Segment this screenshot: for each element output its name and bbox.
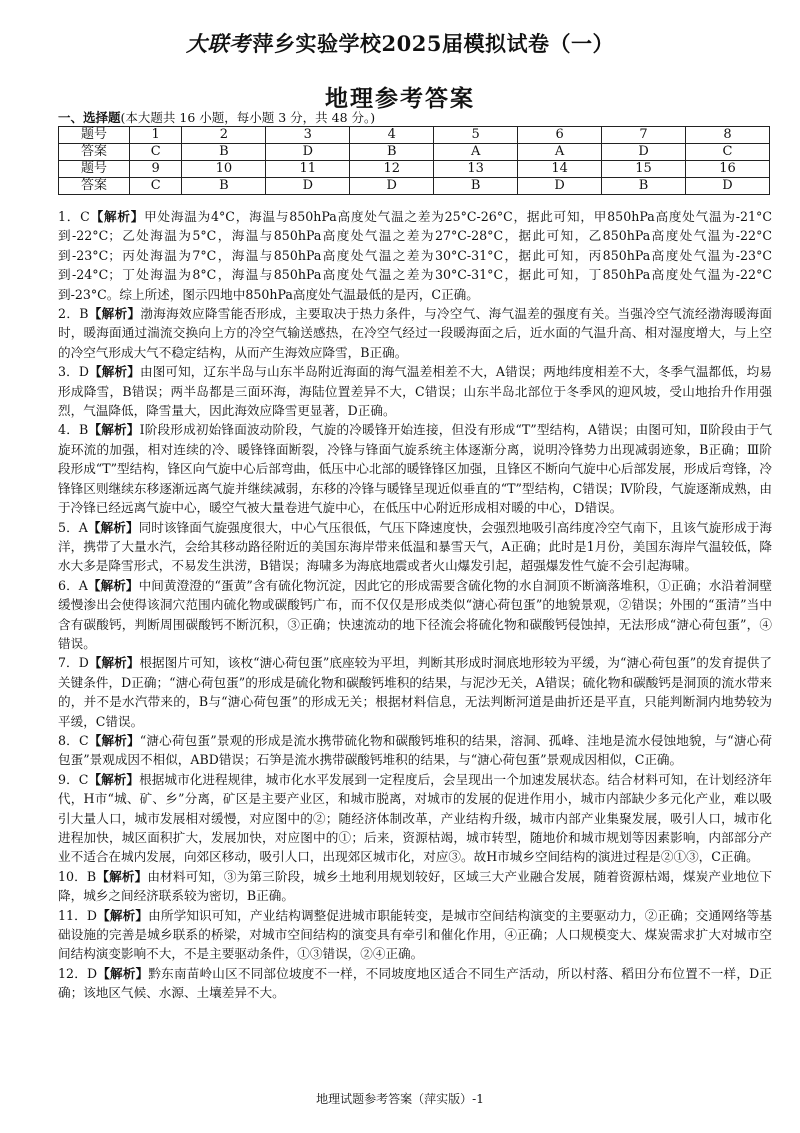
answer-number: 1．C	[58, 209, 90, 224]
table-cell: D	[266, 144, 350, 161]
answer-text: “溏心荷包蛋”景观的形成是流水携带硫化物和碳酸钙堆积的结果，溶洞、孤峰、洼地是流水侵蚀地貌，与“溏心荷包蛋”景观成因不相似，ABD错误；石笋是流水携带碳酸钙堆积的结果，与“溏心荷包蛋”景观成因相似，C正确。	[58, 732, 772, 768]
analysis-tag: 【解析】	[87, 577, 139, 593]
answer-item	[58, 576, 772, 654]
table-cell: A	[518, 144, 602, 161]
answer-number: 8．C	[58, 732, 89, 748]
table-cell: D	[350, 178, 434, 195]
answer-item	[58, 304, 772, 362]
table-cell: 15	[602, 161, 686, 178]
analysis-tag: 【解析】	[96, 868, 148, 884]
answer-text: 由材料可知，③为第三阶段，城乡土地利用规划较好，区域三大产业融合发展，随着资源枯竭，煤炭产业地位下降，城乡之间经济联系较为密切，B正确。	[58, 868, 773, 904]
answer-number: 6．A	[58, 577, 88, 593]
answer-item	[58, 867, 772, 906]
table-cell: 9	[130, 161, 182, 178]
answer-item	[58, 653, 772, 731]
table-row	[59, 178, 770, 195]
answer-number: 5．A	[58, 519, 88, 535]
answer-text: 甲处海温为4°C，海温与850hPa高度处气温之差为25°C-26°C，据此可知，甲850hPa高度处气温为-21°C到-22°C；乙处海温为5°C，海温与850hPa高度处气温之差为27°C-28°C，据此可知，乙850hPa高度处气温为-22°C到-23°C；丙处海温为7°C，海温与850hPa高度处气温之差为30°C-31°C，据此可知，丙850hPa高度处气温为-23°C到-24°C；丁处海温为8°C，海温与850hPa高度处气温之差为30°C-31°C，据此可知，丁850hPa高度处气温为-22°C到-23°C。综上所述，图示四地中850hPa高度处气温最低的是丙，C正确。	[58, 209, 772, 302]
table-cell: D	[518, 178, 602, 195]
answer-item	[58, 964, 772, 1003]
table-cell: A	[434, 144, 518, 161]
answer-text: 黔东南苗岭山区不同部位坡度不一样，不同坡度地区适合不同生产活动，所以村落、稻田分布位置不一样，D正确；该地区气候、水源、土壤差异不大。	[58, 965, 772, 1001]
answer-text: 根据城市化进程规律，城市化水平发展到一定程度后，会呈现出一个加速发展状态。结合材料可知，在计划经济年代，H市“城、矿、乡”分离，矿区是主要产业区，和城市脱离，对城市的发展的促进作用小，城市内部缺少多元化产业，难以吸引大量人口，城市发展相对缓慢，对应图中的②；随经济体制改革，产业结构升级，城市内部产业集聚发展，吸引人口，城市化进程加快，城区面积扩大，发展加快，对应图中的①；后来，资源枯竭，城市转型，随地价和城市规划等因素影响，内部部分产业不适合在城内发展，向郊区移动，吸引人口，出现郊区城市化，对应③。故H市城乡空间结构的演进过程是②①③，C正确。	[58, 771, 773, 865]
answer-number: 11．D	[58, 907, 98, 923]
answer-text: 中间黄澄澄的“蛋黄”含有硫化物沉淀，因此它的形成需要含硫化物的水自洞顶不断滴落堆积，①正确；水沿着洞壁缓慢渗出会使得该洞穴范围内硫化物或碳酸钙广布，而不仅仅是形成类似“溏心荷包蛋”的地貌景观，②错误；外围的“蛋清”当中含有碳酸钙，判断周围碳酸钙不断沉积，③正确；快速流动的地下径流会将硫化物和碳酸钙侵蚀掉，无法形成“溏心荷包蛋”，④错误。	[58, 577, 773, 651]
page-header	[0, 28, 800, 58]
table-cell: 2	[182, 127, 266, 144]
table-cell: 16	[686, 161, 770, 178]
answer-number: 4．B	[58, 422, 89, 438]
exam-title: 萍乡实验学校2025届模拟试卷（一）	[252, 31, 614, 56]
table-cell: 7	[602, 127, 686, 144]
table-cell: 3	[266, 127, 350, 144]
answers-body	[58, 207, 772, 1003]
table-cell: 1	[130, 127, 182, 144]
table-cell: 11	[266, 161, 350, 178]
row-label: 答案	[59, 144, 130, 161]
table-cell: D	[266, 178, 350, 195]
answer-number: 7．D	[58, 655, 89, 671]
analysis-tag: 【解析】	[89, 209, 145, 224]
analysis-tag: 【解析】	[97, 907, 149, 923]
answer-text: 根据图片可知，该枚“溏心荷包蛋”底座较为平坦，判断其形成时洞底地形较为平缓，为“溏心荷包蛋”的发育提供了关键条件，D正确；“溏心荷包蛋”的形成是硫化物和碳酸钙堆积的结果，与泥沙无关，A错误；硫化物和碳酸钙是洞顶的流水带来的，并不是水汽带来的，B与“溏心荷包蛋”的形成无关；根据材料信息，无法判断河道是曲折还是平直，只能判断洞内地势较为平缓，C错误。	[58, 655, 772, 729]
table-cell: D	[602, 144, 686, 161]
answer-number: 12．D	[58, 965, 98, 981]
row-label: 题号	[59, 127, 130, 144]
table-cell: B	[434, 178, 518, 195]
answer-number: 10．B	[58, 868, 97, 884]
table-cell: 4	[350, 127, 434, 144]
table-cell: B	[182, 144, 266, 161]
table-cell: C	[130, 178, 182, 195]
analysis-tag: 【解析】	[88, 364, 140, 380]
table-cell: D	[686, 178, 770, 195]
table-cell: B	[602, 178, 686, 195]
table-cell: B	[350, 144, 434, 161]
answer-number: 9．C	[58, 771, 89, 787]
answer-item	[58, 207, 772, 304]
analysis-tag: 【解析】	[97, 965, 149, 981]
answer-item	[58, 362, 772, 420]
table-row	[59, 161, 770, 178]
doc-title: 地理参考答案	[325, 85, 475, 112]
answer-text: 由图可知，辽东半岛与山东半岛附近海面的海气温差相差不大，A错误；两地纬度相差不大，冬季气温都低，均易形成降雪，B错误；两半岛都是三面环海，海陆位置差异不大，C错误；山东半岛北部位于冬季风的迎风坡，受山地抬升作用强烈，气温降低，降雪量大，因此海效应降雪更显著，D正确。	[58, 364, 772, 419]
answer-number: 3．D	[58, 364, 89, 380]
brand-logo: 大联考	[186, 31, 251, 56]
answer-number: 2．B	[58, 306, 89, 322]
answer-item	[58, 906, 772, 964]
section-heading	[58, 108, 375, 126]
answer-text: Ⅰ阶段形成初始锋面波动阶段，气旋的冷暖锋开始连接，但没有形成“T”型结构，A错误；由图可知，Ⅱ阶段由于气旋环流的加强，相对连续的冷、暖锋锋面断裂，冷锋与锋面气旋系统主体逐渐分离，说明冷锋势力出现减弱迹象，B正确；Ⅲ阶段形成“T”型结构，锋区向气旋中心后部弯曲，低压中心北部的暖锋锋区加强，且锋区不断向气旋中心后部发展，形成后弯锋，冷锋锋区则继续东移逐渐远离气旋并继续减弱，东移的冷锋与暖锋呈现近似垂直的“T”型结构，C错误；Ⅳ阶段，气旋逐渐成熟，由于冷锋已经远离气旋中心，暖空气被大量卷进气旋中心，在低压中心附近形成相对暖的中心，D错误。	[58, 422, 773, 516]
table-cell: 6	[518, 127, 602, 144]
answer-item	[58, 420, 772, 517]
table-cell: 8	[686, 127, 770, 144]
table-cell: B	[182, 178, 266, 195]
answer-text: 渤海海效应降雪能否形成，主要取决于热力条件，与冷空气、海气温差的强度有关。当强冷空气流经渤海暖海面时，暖海面通过湍流交换向上方的冷空气输送感热，在冷空气经过一段暖海面之后，近水面的气温升高、相对湿度增大，与上空的冷空气形成大气不稳定结构，从而产生海效应降雪，B正确。	[58, 306, 772, 360]
table-cell: C	[686, 144, 770, 161]
answer-item	[58, 770, 772, 867]
analysis-tag: 【解析】	[88, 306, 141, 322]
section-label: 一、选择题	[58, 110, 121, 125]
answer-item	[58, 731, 772, 770]
table-cell: C	[130, 144, 182, 161]
answer-text: 同时该锋面气旋强度很大，中心气压很低，气压下降速度快，会强烈地吸引高纬度冷空气南下，且该气旋形成于海洋，携带了大量水汽，会给其移动路径附近的美国东海岸带来低温和暴雪天气，A正确；此时是1月份，美国东海岸气温较低，降水大多是降雪形式，不易发生洪涝，B错误；海啸多为海底地震或者火山爆发引起，超强爆发性气旋不会引起海啸。	[58, 519, 773, 574]
table-row	[59, 127, 770, 144]
table-cell: 14	[518, 161, 602, 178]
analysis-tag: 【解析】	[88, 422, 140, 438]
answer-table	[58, 126, 770, 195]
row-label: 题号	[59, 161, 130, 178]
analysis-tag: 【解析】	[88, 655, 140, 671]
analysis-tag: 【解析】	[88, 771, 140, 787]
table-cell: 5	[434, 127, 518, 144]
answer-text: 由所学知识可知，产业结构调整促进城市职能转变，是城市空间结构演变的主要驱动力，②正确；交通网络等基础设施的完善是城乡联系的桥梁，对城市空间结构的演变具有牵引和催化作用，④正确；人口规模变大、煤炭需求扩大对城市空间结构演变影响不大，不是主要驱动条件，①③错误，②④正确。	[58, 907, 773, 962]
table-cell: 13	[434, 161, 518, 178]
page-footer: 地理试题参考答案（萍实版）-1	[316, 1092, 484, 1106]
analysis-tag: 【解析】	[88, 732, 140, 748]
table-cell: 12	[350, 161, 434, 178]
section-note: (本大题共 16 小题，每小题 3 分，共 48 分。)	[120, 110, 376, 125]
analysis-tag: 【解析】	[87, 519, 139, 535]
table-row	[59, 144, 770, 161]
row-label: 答案	[59, 178, 130, 195]
answer-item	[58, 518, 772, 576]
table-cell: 10	[182, 161, 266, 178]
